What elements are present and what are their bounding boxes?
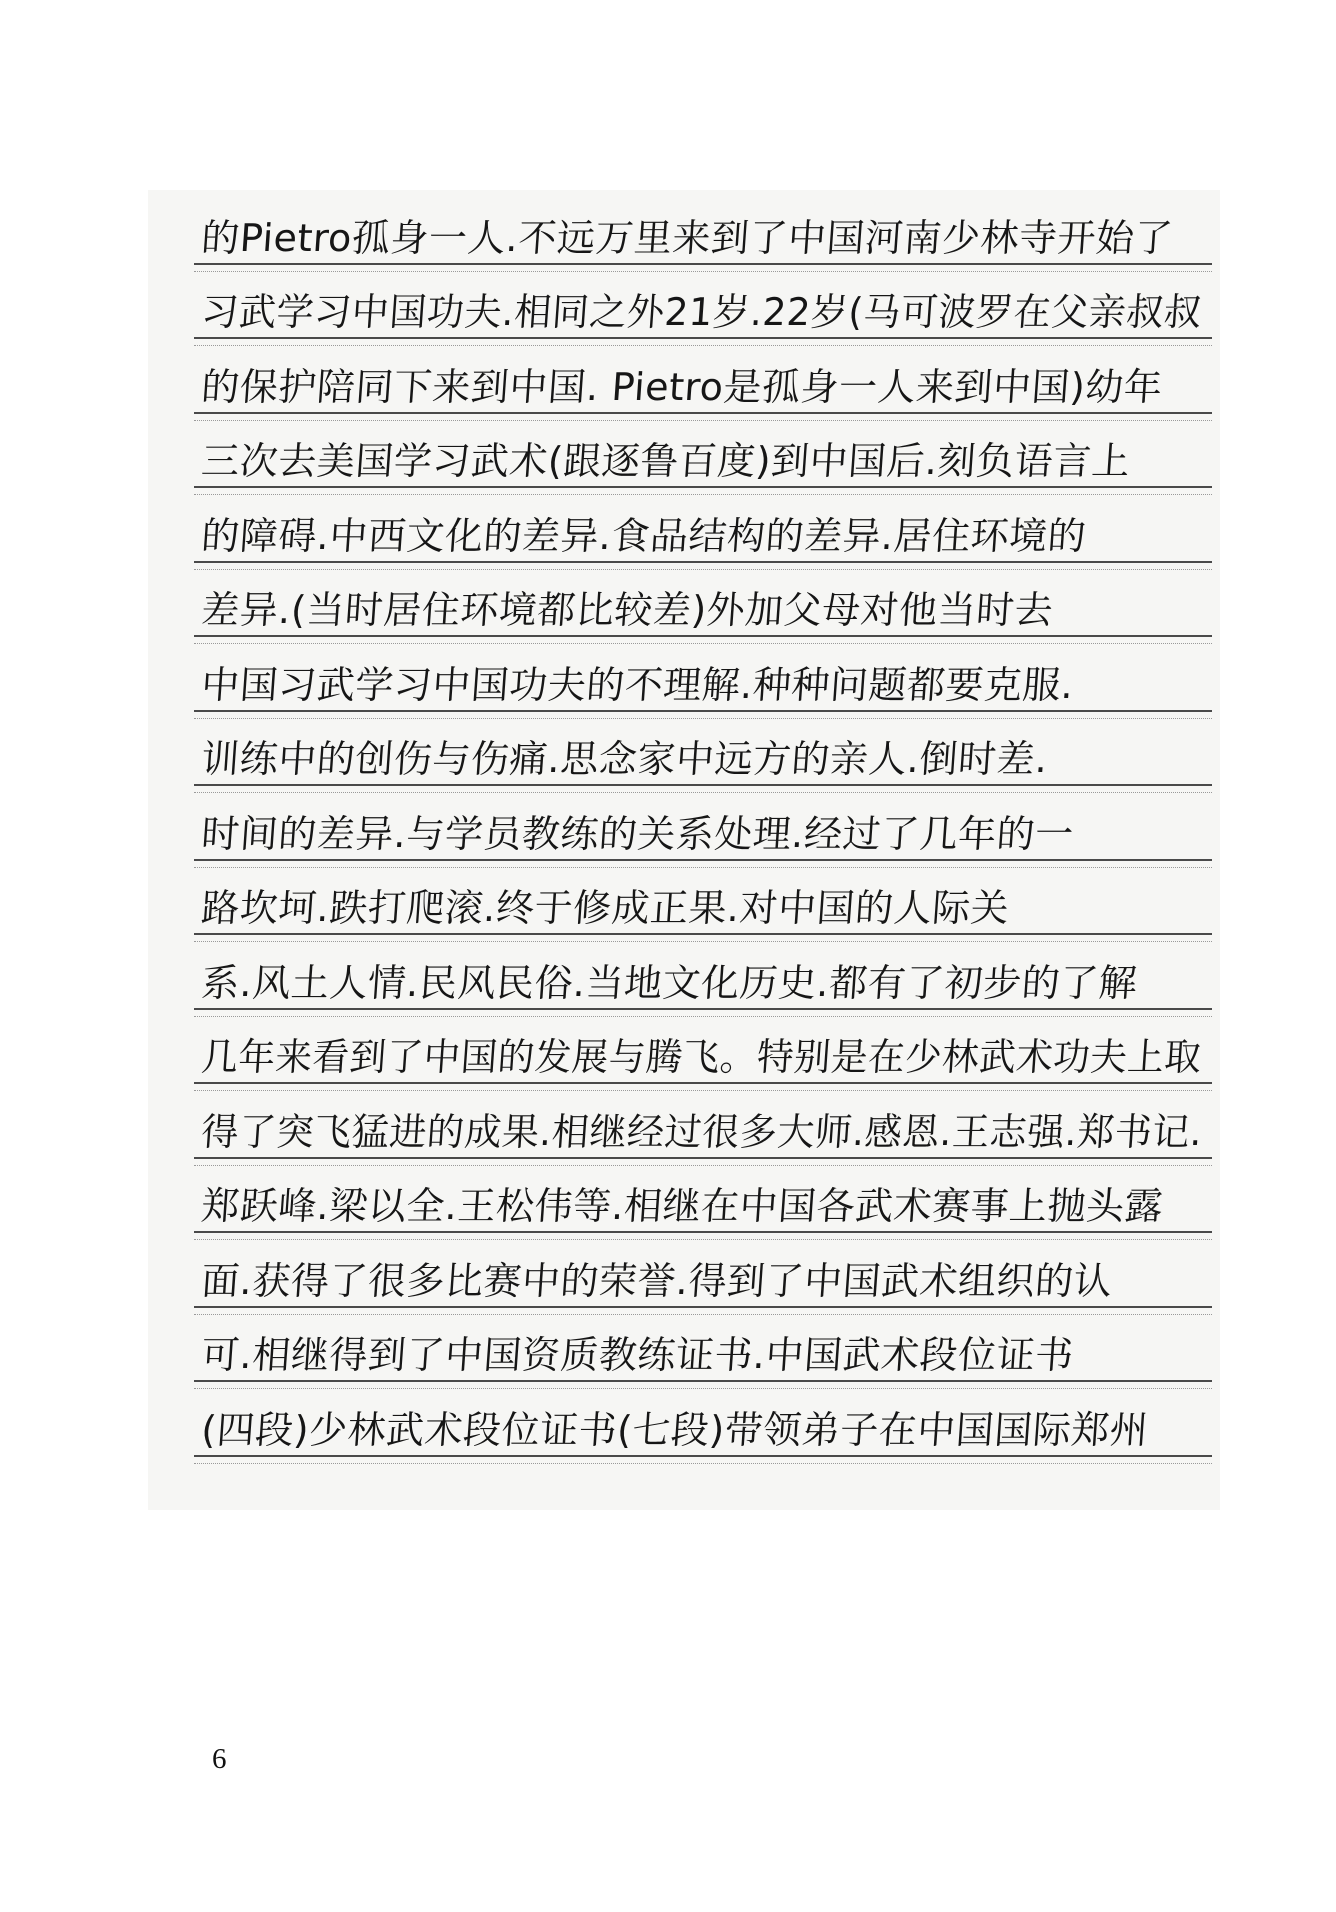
text-line [199, 1092, 1204, 1167]
text-line [200, 869, 1200, 944]
text-line [200, 1316, 1200, 1391]
text-line [200, 1241, 1200, 1316]
line-text: 的保护陪同下来到中国. Pietro是孤身一人来到中国)幼年 [199, 364, 1164, 409]
writing-rule [194, 1231, 1212, 1233]
line-text: 三次去美国学习武术(跟逐鲁百度)到中国后.刻负语言上 [199, 439, 1132, 483]
writing-rule [194, 337, 1212, 339]
dotted-guide-line [194, 1090, 1212, 1091]
writing-rule [194, 859, 1212, 861]
dotted-guide-line [194, 1463, 1212, 1464]
dotted-guide-line [194, 941, 1212, 942]
writing-rule [194, 784, 1212, 786]
text-line [199, 1018, 1204, 1093]
writing-rule [194, 561, 1212, 563]
writing-rule [194, 1157, 1212, 1159]
line-text: 的障碍.中西文化的差异.食品结构的差异.居住环境的 [199, 513, 1088, 558]
line-text: 面.获得了很多比赛中的荣誉.得到了中国武术组织的认 [199, 1258, 1114, 1303]
page-number: 6 [212, 1743, 227, 1775]
writing-rule [194, 933, 1212, 935]
dotted-guide-line [194, 1165, 1212, 1166]
line-text: (四段)少林武术段位证书(七段)带领弟子在中国国际郑州 [199, 1407, 1150, 1452]
text-line [200, 1167, 1200, 1242]
writing-rule [194, 1455, 1212, 1457]
writing-rule [194, 1008, 1212, 1010]
text-line [200, 496, 1200, 571]
text-line [199, 273, 1204, 348]
text-line [200, 347, 1200, 422]
line-text: 郑跃峰.梁以全.王松伟等.相继在中国各武术赛事上抛头露 [199, 1184, 1165, 1228]
dotted-guide-line [194, 867, 1212, 868]
line-text: 可.相继得到了中国资质教练证书.中国武术段位证书 [199, 1333, 1076, 1377]
writing-rule [194, 1380, 1212, 1382]
line-text: 训练中的创伤与伤痛.思念家中远方的亲人.倒时差. [199, 737, 1050, 781]
writing-rule [194, 635, 1212, 637]
dotted-guide-line [194, 1388, 1212, 1389]
text-line [200, 943, 1200, 1018]
handwritten-text-block [199, 198, 1204, 1465]
line-text: 系.风土人情.民风民俗.当地文化历史.都有了初步的了解 [199, 960, 1139, 1005]
text-line [200, 1390, 1200, 1465]
dotted-guide-line [194, 1314, 1212, 1315]
line-text: 路坎坷.跌打爬滚.终于修成正果.对中国的人际关 [199, 886, 1011, 930]
dotted-guide-line [194, 345, 1212, 346]
dotted-guide-line [194, 494, 1212, 495]
writing-rule [194, 412, 1212, 414]
dotted-guide-line [194, 569, 1212, 570]
line-text: 时间的差异.与学员教练的关系处理.经过了几年的一 [199, 811, 1076, 856]
writing-rule [194, 1082, 1212, 1084]
writing-rule [194, 263, 1212, 265]
writing-rule [194, 710, 1212, 712]
line-text: 差异.(当时居住环境都比较差)外加父母对他当时去 [199, 588, 1055, 632]
text-line [200, 198, 1200, 273]
dotted-guide-line [194, 1016, 1212, 1017]
dotted-guide-line [194, 718, 1212, 719]
text-line [200, 720, 1200, 795]
dotted-guide-line [194, 792, 1212, 793]
line-text: 习武学习中国功夫.相同之外21岁.22岁(马可波罗在父亲叔叔 [199, 290, 1204, 334]
dotted-guide-line [194, 271, 1212, 272]
dotted-guide-line [194, 420, 1212, 421]
text-line [200, 422, 1200, 497]
line-text: 几年来看到了中国的发展与腾飞。特别是在少林武术功夫上取 [199, 1035, 1204, 1079]
line-text: 中国习武学习中国功夫的不理解.种种问题都要克服. [199, 662, 1076, 707]
line-text: 得了突飞猛进的成果.相继经过很多大师.感恩.王志强.郑书记. [199, 1109, 1204, 1154]
writing-rule [194, 486, 1212, 488]
line-text: 的Pietro孤身一人.不远万里来到了中国河南少林寺开始了 [199, 215, 1175, 260]
dotted-guide-line [194, 643, 1212, 644]
writing-rule [194, 1306, 1212, 1308]
text-line [200, 645, 1200, 720]
text-line [200, 571, 1200, 646]
text-line [200, 794, 1200, 869]
dotted-guide-line [194, 1239, 1212, 1240]
